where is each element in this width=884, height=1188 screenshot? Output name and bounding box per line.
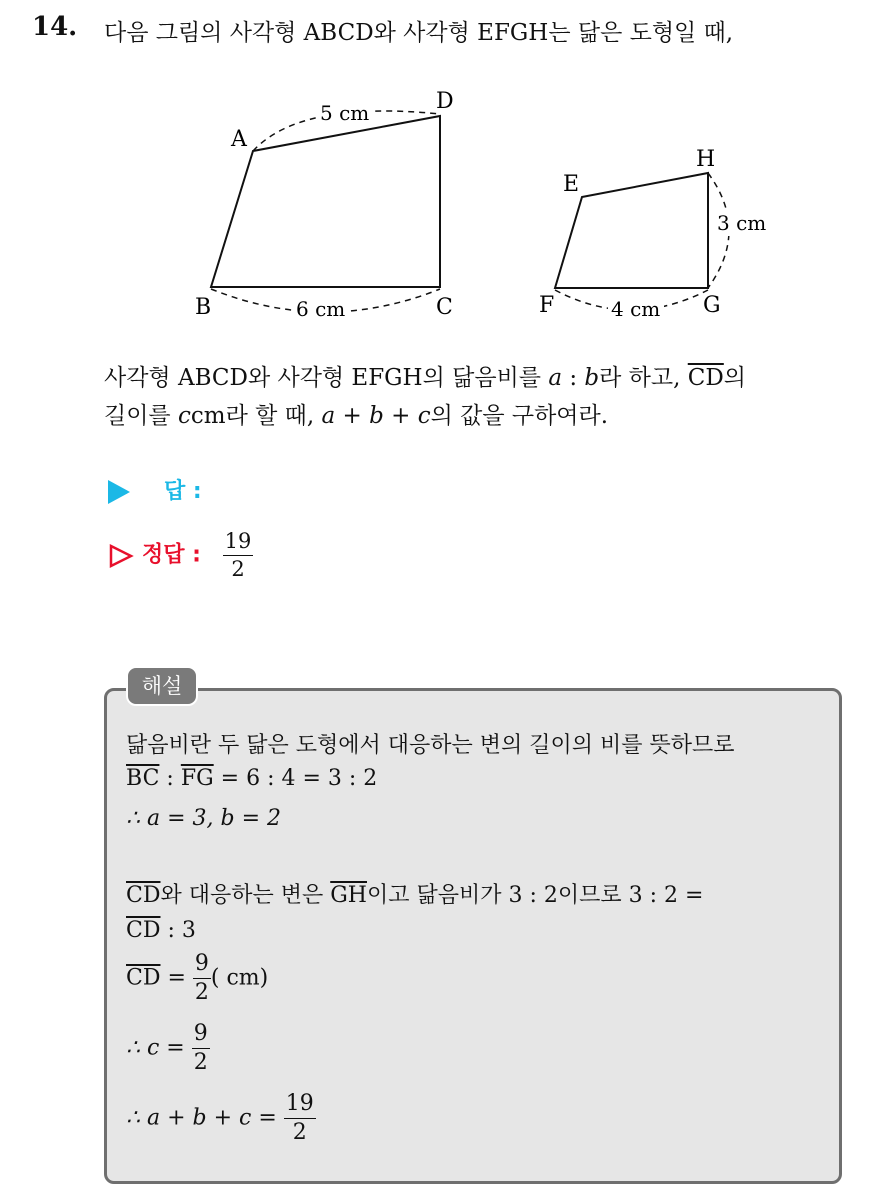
- question-number: 14.: [32, 12, 78, 42]
- correct-answer-row: [108, 530, 253, 581]
- explanation-line-6: $\overline{CD}$ = $\frac{9}{2}$ ( cm): [126, 951, 269, 1006]
- question-line-1: 사각형 ABCD와 사각형 EFGH의 닮음비를 a : b라 하고, $\overline{CD}$의: [104, 365, 747, 391]
- explanation-line-3: ∴ a = 3, b = 2: [126, 806, 282, 831]
- play-triangle-icon: [108, 480, 130, 504]
- explanation-line-7: ∴ c = $\frac{9}{2}$: [126, 1021, 208, 1076]
- outline-triangle-icon: [108, 543, 134, 569]
- answer-row: [108, 474, 202, 505]
- explanation-line-5: $\overline{CD}$ : 3: [126, 918, 196, 943]
- label-f: F: [539, 293, 555, 318]
- length-bc: 6 cm: [296, 297, 346, 321]
- explanation-tag: 해설: [126, 666, 198, 706]
- length-fg: 4 cm: [611, 297, 661, 321]
- label-h: H: [696, 147, 716, 172]
- label-b: B: [195, 295, 212, 320]
- correct-answer-label: 정답 :: [142, 542, 201, 568]
- label-d: D: [436, 89, 454, 114]
- answer-label: 답 :: [164, 479, 202, 504]
- explanation-line-2: $\overline{BC}$ : $\overline{FG} = 6$ : 4 = 3 : 2: [126, 766, 378, 791]
- explanation-line-4: $\overline{CD}$와 대응하는 변은 $\overline{GH}$이고 닮음비가 3 : 2이므로 3 : 2 =: [126, 883, 704, 908]
- question-line-2: 길이를 ccm라 할 때, a + b + c의 값을 구하여라.: [104, 403, 609, 429]
- label-c: C: [436, 295, 453, 320]
- label-g: G: [703, 293, 721, 318]
- correct-answer-fraction: $\frac{19}{2}$: [224, 529, 252, 582]
- explanation-line-8: ∴ a + b + c = $\frac{19}{2}$: [126, 1091, 314, 1146]
- length-gh: 3 cm: [717, 211, 767, 235]
- length-ad: 5 cm: [320, 101, 370, 125]
- question-intro: 다음 그림의 사각형 ABCD와 사각형 EFGH는 닮은 도형일 때,: [104, 20, 734, 46]
- label-a: A: [231, 127, 247, 152]
- label-e: E: [563, 172, 580, 197]
- explanation-line-1: 닮음비란 두 닮은 도형에서 대응하는 변의 길이의 비를 뜻하므로: [126, 733, 735, 758]
- similar-quadrilaterals-figure: [0, 0, 884, 340]
